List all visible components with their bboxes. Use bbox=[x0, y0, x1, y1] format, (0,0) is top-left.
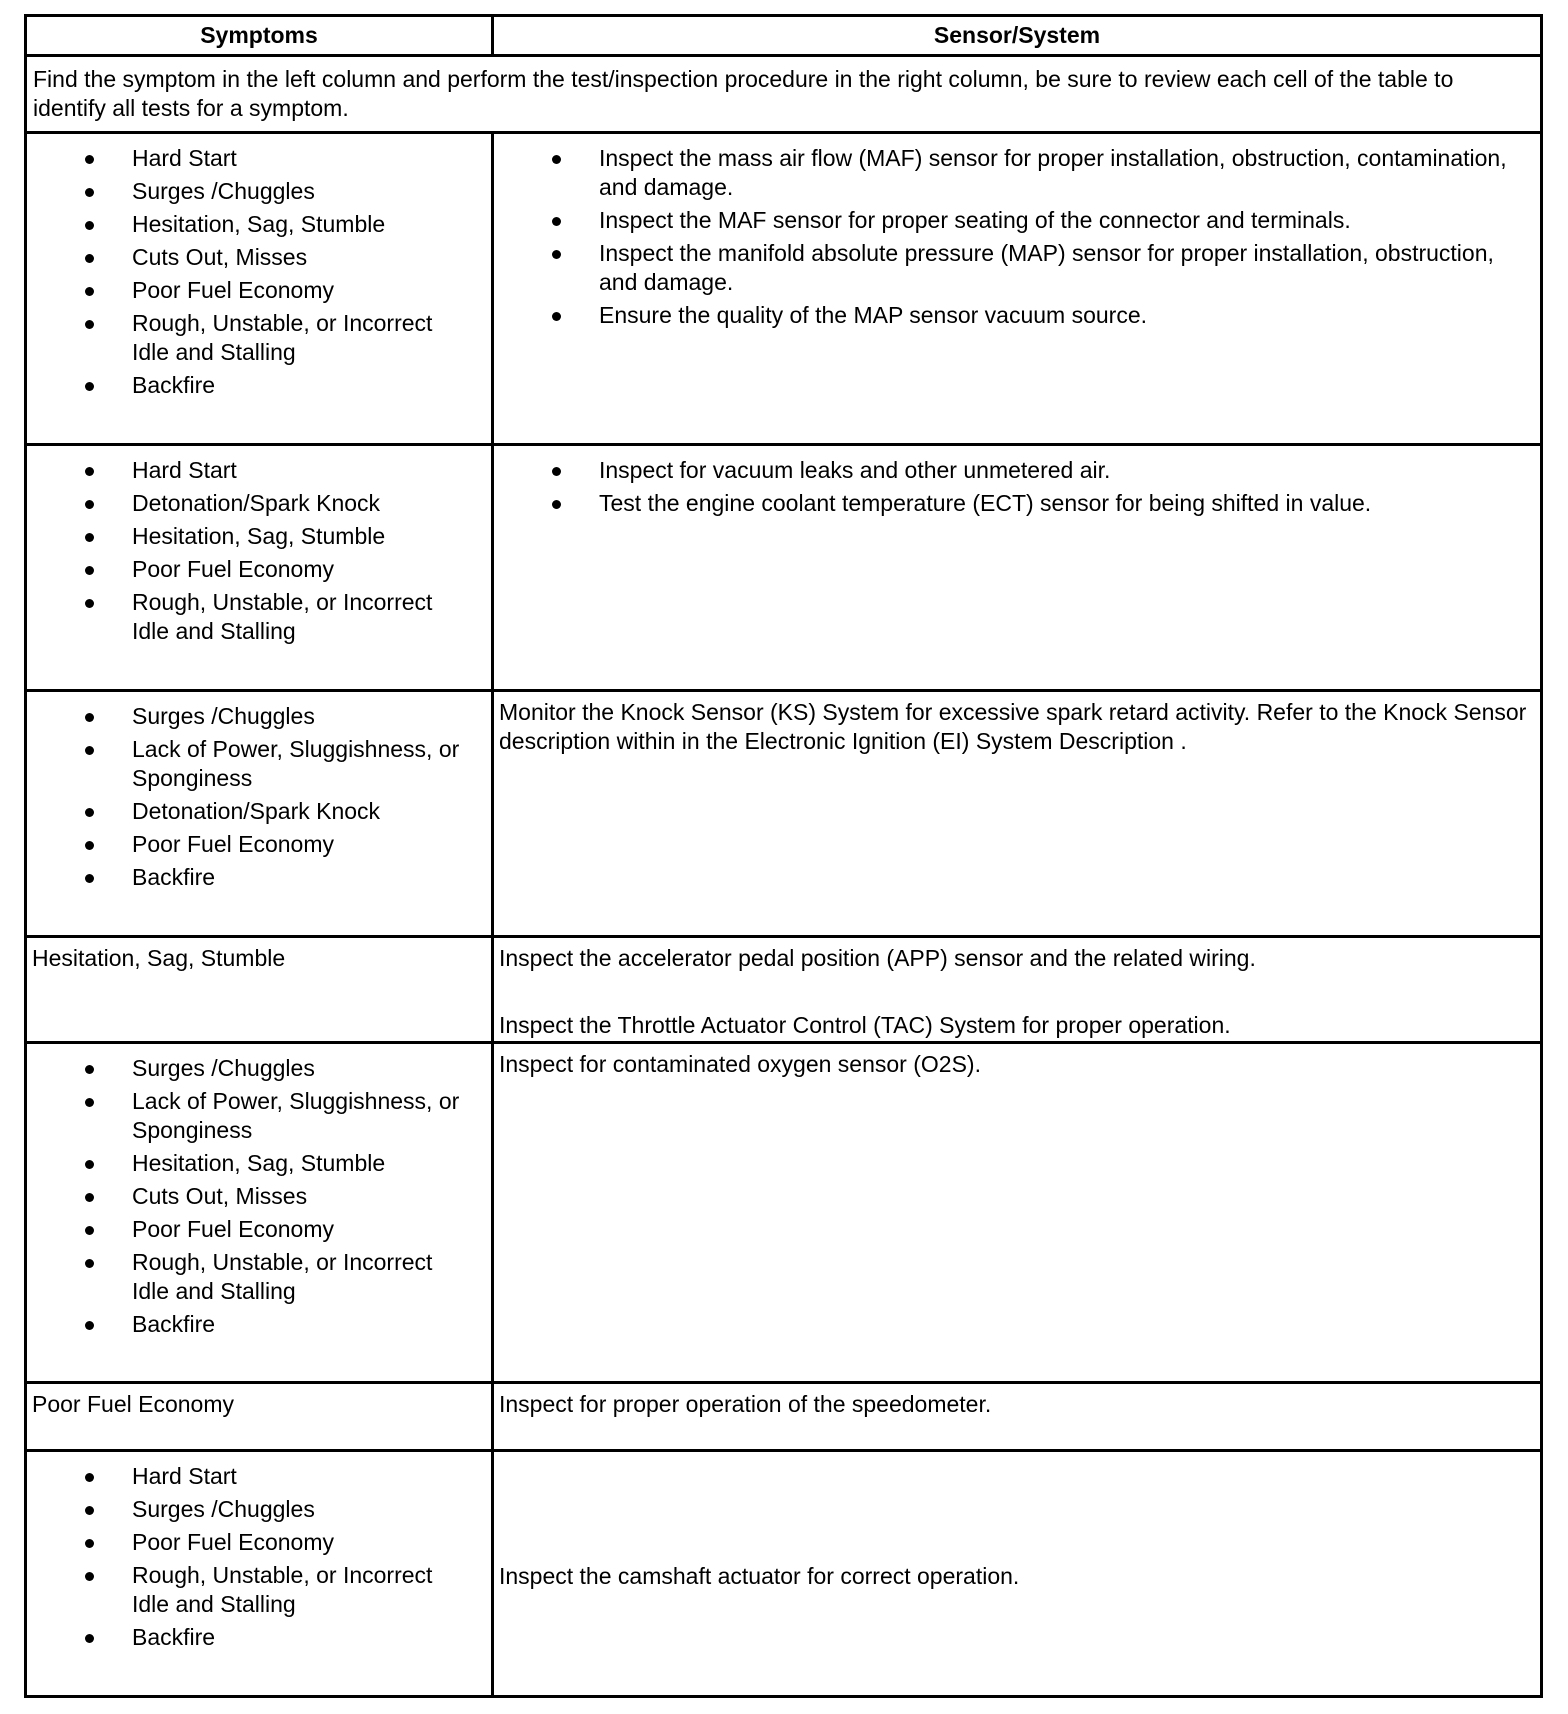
procedure-paragraph: Inspect the accelerator pedal position (APP) sensor and the related wiring. bbox=[499, 945, 1256, 971]
symptom-list bbox=[27, 1054, 491, 1339]
list-item: Hesitation, Sag, Stumble bbox=[27, 522, 491, 551]
table-row bbox=[26, 133, 1542, 445]
list-item: Poor Fuel Economy bbox=[27, 830, 491, 859]
list-item: Rough, Unstable, or Incorrect Idle and Stalling bbox=[27, 309, 491, 367]
list-item: Backfire bbox=[27, 371, 491, 400]
list-item: Ensure the quality of the MAP sensor vacuum source. bbox=[494, 301, 1540, 330]
list-item: Hard Start bbox=[27, 456, 491, 485]
list-item: Surges /Chuggles bbox=[27, 702, 491, 731]
system-cell bbox=[493, 937, 1542, 1043]
list-item: Inspect the MAF sensor for proper seating of the connector and terminals. bbox=[494, 206, 1540, 235]
procedure-text: Inspect for contaminated oxygen sensor (O2S). bbox=[499, 1051, 981, 1077]
list-item: Hesitation, Sag, Stumble bbox=[27, 210, 491, 239]
list-item: Hard Start bbox=[27, 144, 491, 173]
list-item: Detonation/Spark Knock bbox=[27, 489, 491, 518]
procedure-text: Inspect the camshaft actuator for correct operation. bbox=[499, 1563, 1020, 1589]
symptoms-cell bbox=[26, 1451, 493, 1697]
symptoms-cell bbox=[26, 1043, 493, 1383]
procedure-list bbox=[494, 456, 1540, 518]
list-item: Surges /Chuggles bbox=[27, 1054, 491, 1083]
symptoms-cell bbox=[26, 133, 493, 445]
list-item: Surges /Chuggles bbox=[27, 177, 491, 206]
list-item: Lack of Power, Sluggishness, or Sponginess bbox=[27, 1087, 491, 1145]
system-cell bbox=[493, 1383, 1542, 1451]
table-row bbox=[26, 1383, 1542, 1451]
symptoms-header: Symptoms bbox=[26, 16, 493, 56]
list-item: Rough, Unstable, or Incorrect Idle and Stalling bbox=[27, 1561, 491, 1619]
symptom-text: Poor Fuel Economy bbox=[32, 1391, 234, 1417]
list-item: Inspect the manifold absolute pressure (MAP) sensor for proper installation, obstruction, and damage. bbox=[494, 239, 1540, 297]
list-item: Inspect for vacuum leaks and other unmetered air. bbox=[494, 456, 1540, 485]
sensor-system-header: Sensor/System bbox=[493, 16, 1542, 56]
list-item: Poor Fuel Economy bbox=[27, 276, 491, 305]
symptom-text: Hesitation, Sag, Stumble bbox=[32, 945, 286, 971]
procedure-text-block bbox=[494, 938, 1540, 1040]
system-cell bbox=[493, 1451, 1542, 1697]
intro-row bbox=[26, 56, 1542, 133]
system-cell bbox=[493, 133, 1542, 445]
header-row bbox=[26, 16, 1542, 56]
list-item: Surges /Chuggles bbox=[27, 1495, 491, 1524]
diagnostic-table bbox=[24, 14, 1543, 1698]
procedure-text: Monitor the Knock Sensor (KS) System for excessive spark retard activity. Refer to the Knock Sensor description within in the Electronic Ignition (EI) System Description . bbox=[499, 699, 1527, 754]
list-item: Backfire bbox=[27, 863, 491, 892]
table-row bbox=[26, 1043, 1542, 1383]
table-row bbox=[26, 1451, 1542, 1697]
table-row bbox=[26, 691, 1542, 937]
list-item: Backfire bbox=[27, 1623, 491, 1652]
procedure-paragraph: Inspect the Throttle Actuator Control (TAC) System for proper operation. bbox=[499, 1012, 1231, 1038]
symptoms-cell bbox=[26, 691, 493, 937]
list-item: Hard Start bbox=[27, 1462, 491, 1491]
symptoms-cell bbox=[26, 445, 493, 691]
procedure-text: Inspect for proper operation of the speedometer. bbox=[499, 1391, 992, 1417]
list-item: Poor Fuel Economy bbox=[27, 1215, 491, 1244]
symptoms-cell bbox=[26, 937, 493, 1043]
list-item: Hesitation, Sag, Stumble bbox=[27, 1149, 491, 1178]
system-cell bbox=[493, 445, 1542, 691]
list-item: Cuts Out, Misses bbox=[27, 1182, 491, 1211]
symptom-list bbox=[27, 702, 491, 892]
list-item: Rough, Unstable, or Incorrect Idle and Stalling bbox=[27, 1248, 491, 1306]
procedure-list bbox=[494, 144, 1540, 330]
list-item: Poor Fuel Economy bbox=[27, 555, 491, 584]
list-item: Lack of Power, Sluggishness, or Sponginess bbox=[27, 735, 491, 793]
symptoms-cell bbox=[26, 1383, 493, 1451]
list-item: Inspect the mass air flow (MAF) sensor for proper installation, obstruction, contamination, and damage. bbox=[494, 144, 1540, 202]
list-item: Detonation/Spark Knock bbox=[27, 797, 491, 826]
intro-text: Find the symptom in the left column and perform the test/inspection procedure in the right column, be sure to review each cell of the table to identify all tests for a symptom. bbox=[26, 56, 1542, 133]
symptom-list bbox=[27, 456, 491, 646]
symptom-list bbox=[27, 144, 491, 400]
list-item: Poor Fuel Economy bbox=[27, 1528, 491, 1557]
system-cell bbox=[493, 1043, 1542, 1383]
system-cell bbox=[493, 691, 1542, 937]
list-item: Cuts Out, Misses bbox=[27, 243, 491, 272]
list-item: Backfire bbox=[27, 1310, 491, 1339]
list-item: Test the engine coolant temperature (ECT) sensor for being shifted in value. bbox=[494, 489, 1540, 518]
symptom-list bbox=[27, 1462, 491, 1652]
list-item: Rough, Unstable, or Incorrect Idle and Stalling bbox=[27, 588, 491, 646]
table-row bbox=[26, 937, 1542, 1043]
table-row bbox=[26, 445, 1542, 691]
